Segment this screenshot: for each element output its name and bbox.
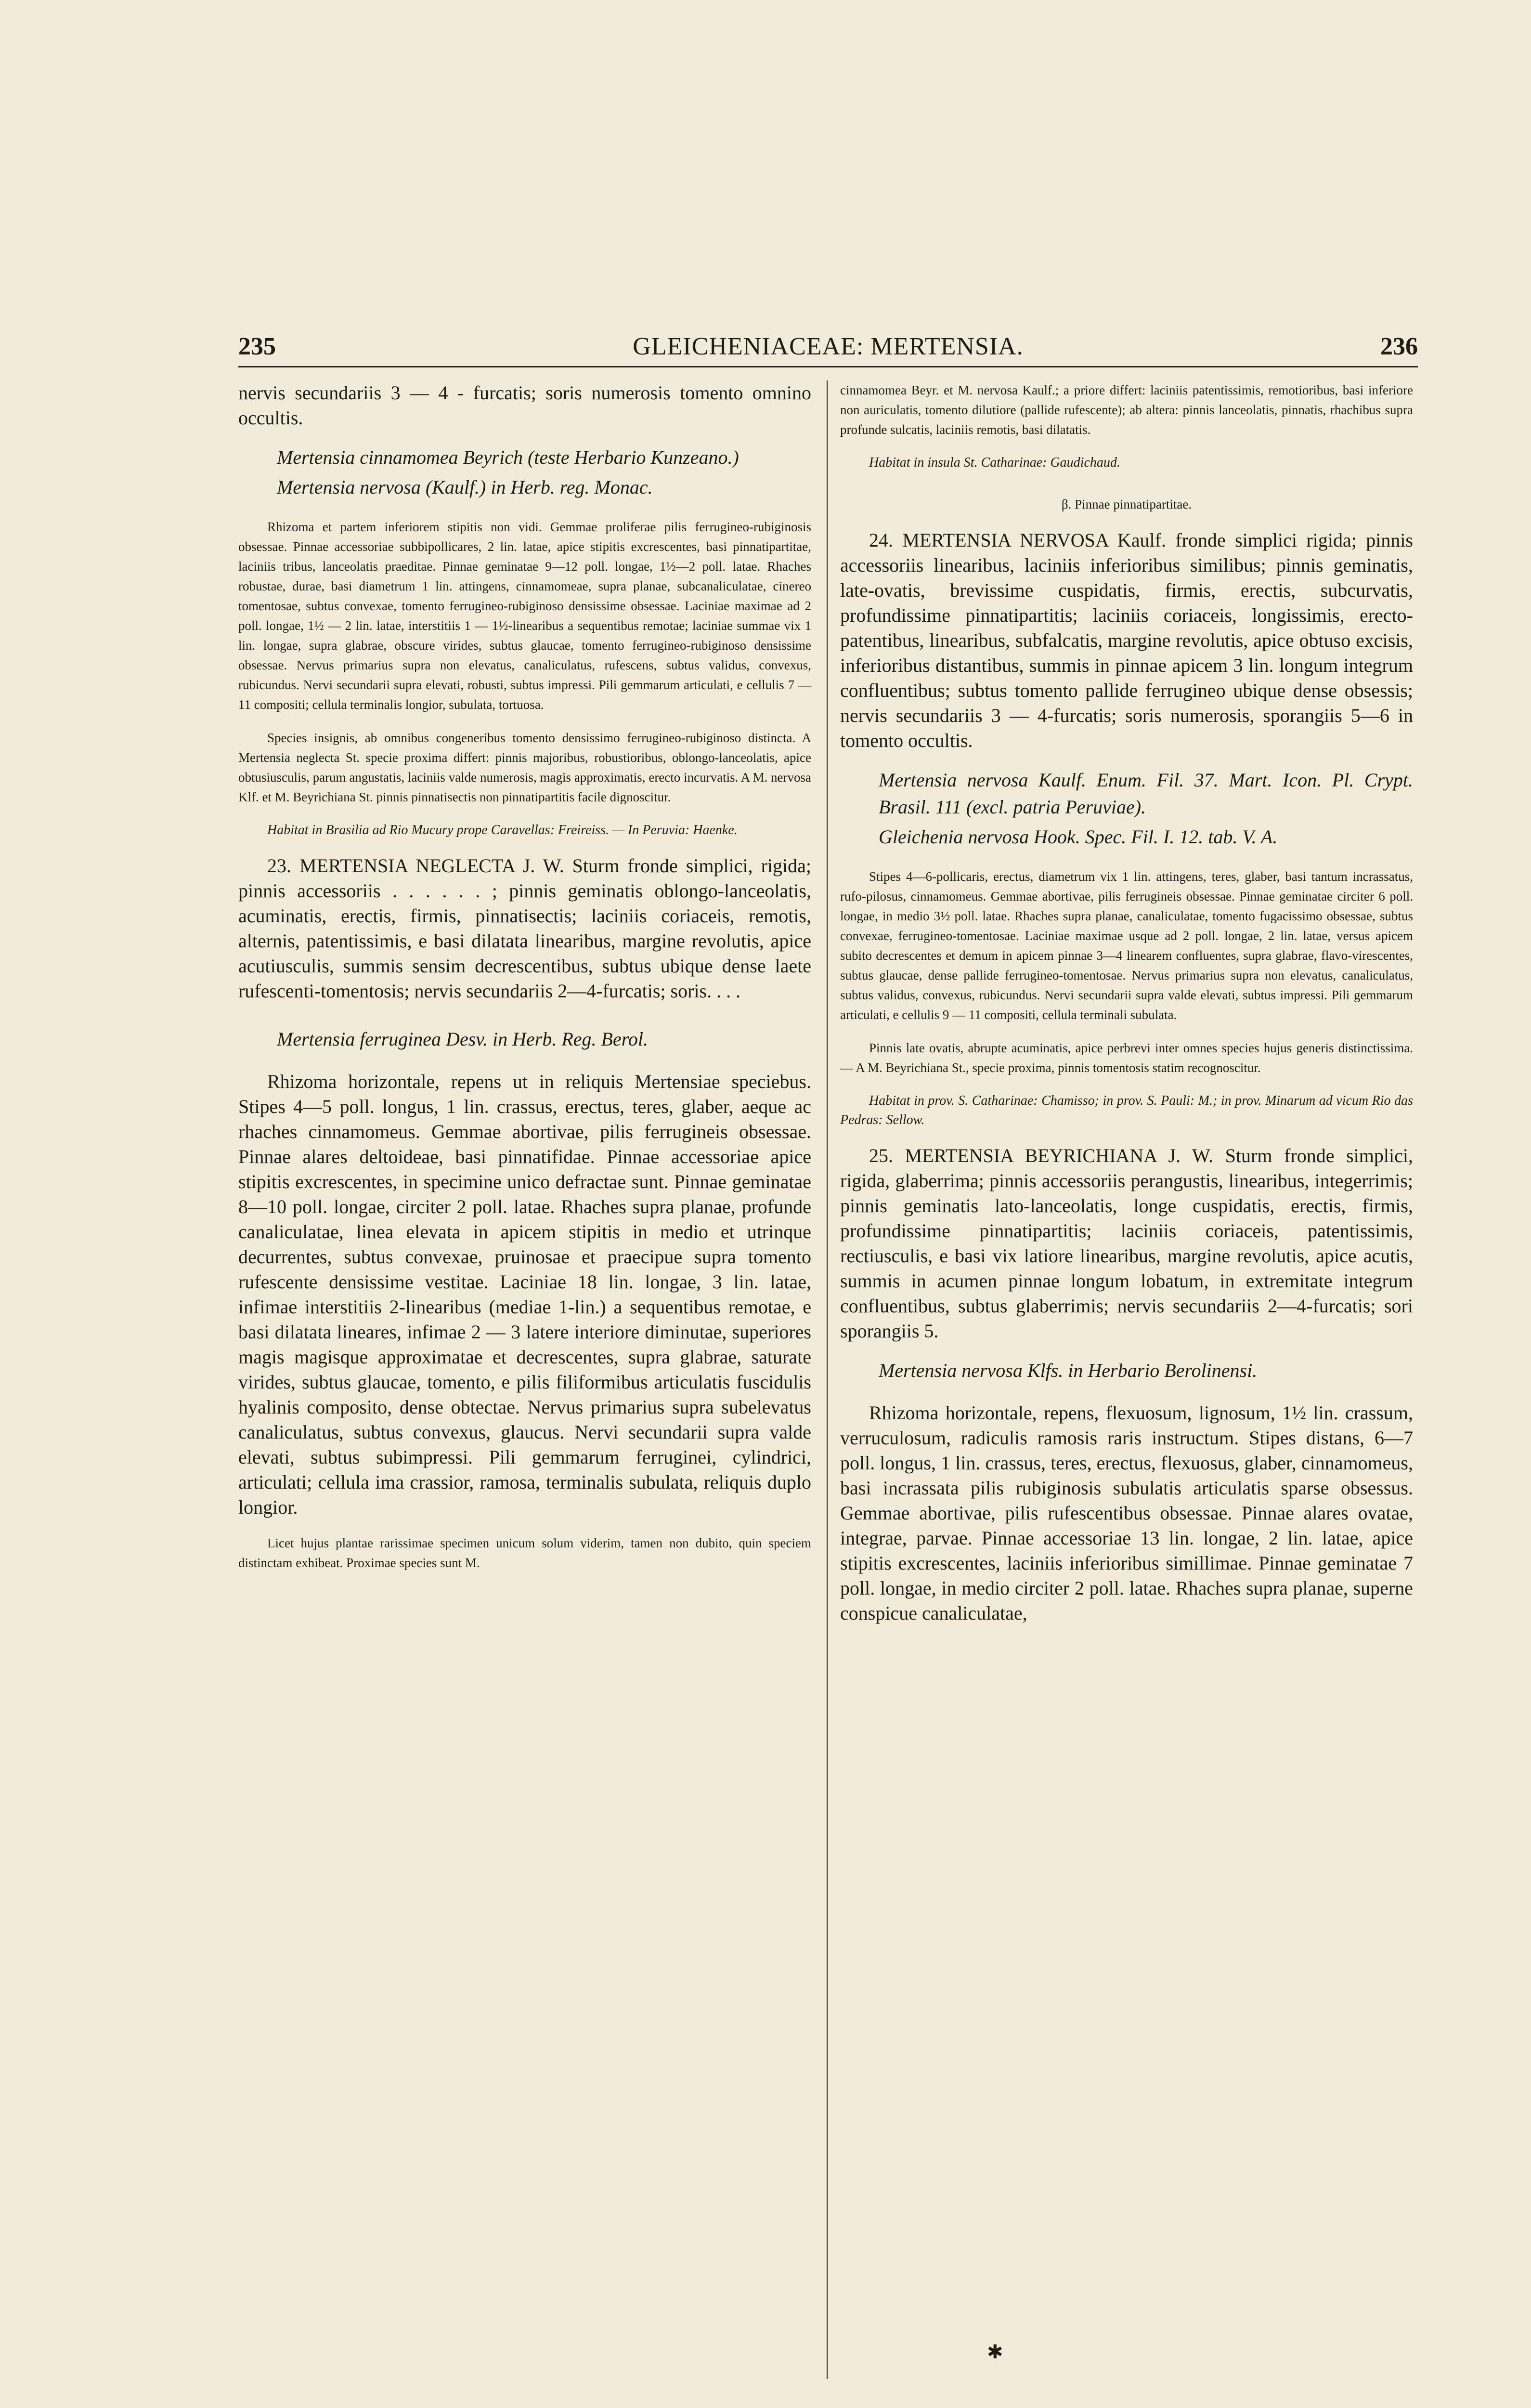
description-paragraph: Rhizoma horizontale, repens ut in reliquis Mertensiae speciebus. Stipes 4—5 poll. longus, 1 lin. crassus, erectus, teres, glaber, aeque ac rhaches cinnamomeus. Gemmae abortivae, pilis ferrugineis obsessae. Pinnae alares deltoideae, basi pinnatifidae. Pinnae accessoriae apice stipitis excrescentes, in specimine unico defractae sunt. Pinnae geminatae 8—10 poll. longae, circiter 2 poll. latae. Rhaches supra planae, profunde canaliculatae, linea elevata in apicem stipitis in medio et utrinque decurrentes, subtus convexae, pruinosae et praecipue supra tomento rufescente densissime vestitae. Laciniae 18 lin. longae, 3 lin. latae, infimae interstitiis 2-linearibus (mediae 1-lin.) a sequentibus remotae, e basi dilatata lineares, infimae 2 — 3 latere interiore diminutae, superiores magis magisque approximatae et decrescentes, supra glabrae, saturate virides, subtus glaucae, tomento, e pilis filiformibus articulatis fuscidulis hyalinis composito, dense obtectae. Nervus primarius supra subelevatus canaliculatus, subtus convexus, glaucus. Nervi secundarii supra valde elevati, subtus subimpressi. Pili gemmarum ferruginei, cylindrici, articulati; cellula ima crassior, ramosa, terminalis subulata, reliquis duplo longior.: [238, 1071, 811, 1518]
description-paragraph: Stipes 4—6-pollicaris, erectus, diametrum vix 1 lin. attingens, teres, glaber, basi tantum incrassatus, rufo-pilosus, cinnamomeus. Gemmae abortivae, pilis ferrugineis obsessae. Pinnae geminatae circiter 6 poll. longae, in medio 3½ poll. latae. Rhaches supra planae, canaliculatae, tomento fugacissimo obsessae, subtus convexae, ferrugineo-tomentosae. Laciniae maximae usque ad 2 poll. longae, 2 lin. latae, versus apicem subito decrescentes et demum in apicem pinnae 3—4 linearem confluentes, supra glabrae, flavo-virescentes, subtus glaucae, dense pallide ferrugineo-tomentosae. Nervus primarius supra non elevatus, canaliculatus, subtus validus, convexus, rubicundus. Nervi secundarii supra valde elevati, subtus impressi. Pili gemmarum articulati, e cellulis 9 — 11 compositi, cellula terminali subulata.: [840, 869, 1413, 1022]
synonym: Gleichenia nervosa Hook. Spec. Fil. I. 12. tab. V. A.: [879, 826, 1278, 848]
description-paragraph: Rhizoma et partem inferiorem stipitis non vidi. Gemmae proliferae pilis ferrugineo-rubiginosis obsessae. Pinnae accessoriae subbipollicares, 2 lin. latae, apice stipitis excrescentes, basi pinnatipartitae, laciniis tribus, lanceolatis praeditae. Pinnae geminatae 9—12 poll. longae, 1½—2 poll. latae. Rhaches robustae, durae, basi diametrum 1 lin. attingens, cinnamomeae, supra planae, subcanaliculatae, cinereo tomentosae, subtus convexae, tomento ferrugineo-rubiginoso densissime obsessae. Laciniae maximae ad 2 poll. longae, 1½ — 2 lin. latae, interstitiis 1 — 1½-linearibus a sequentibus remotae; laciniae summae vix 1 lin. longae, supra glabrae, obscure virides, subtus glaucae, tomento ferrugineo-rubiginoso densissime obsessae. Nervus primarius supra non elevatus, canaliculatus, rufescens, subtus validus, convexus, rubicundus. Nervi secundarii supra elevati, robusti, subtus impressi. Pili gemmarum articulati, e cellulis 7 — 11 compositi; cellula terminalis longior, subulata, tortuosa.: [238, 520, 811, 712]
synonym: Mertensia nervosa Klfs. in Herbario Berolinensi.: [879, 1360, 1258, 1381]
habitat-line: Habitat in insula St. Catharinae: Gaudichaud.: [869, 455, 1120, 470]
right-column: [840, 380, 1413, 1626]
note-paragraph: Species insignis, ab omnibus congeneribus tomento densissimo ferrugineo-rubiginoso distincta. A Mertensia neglecta St. specie proxima differt: pinnis majoribus, robustioribus, oblongo-lanceolatis, apice obtusiusculis, parum angustatis, laciniis valde numerosis, magis approximatis, erecto incurvatis. A M. nervosa Klf. et M. Beyrichiana St. pinnis pinnatisectis non pinnatipartitis facile dignoscitur.: [238, 731, 811, 804]
species-25-diagnosis: 25. MERTENSIA BEYRICHIANA J. W. Sturm fronde simplici, rigida, glaberrima; pinnis accessoriis perangustis, linearibus, integerrimis; pinnis geminatis lato-lanceolatis, longe cuspidatis, erectis, firmis, profundissime pinnatipartitis; laciniis coriaceis, patentissimis, rectiusculis, e basi vix latiore linearibus, margine revolutis, apice acutis, summis in acumen pinnae longum lobatum, in extremitate integrum confluentibus, subtus glaberrimis; nervis secundariis 2—4-furcatis; sori sporangiis 5.: [840, 1145, 1413, 1342]
continuation-paragraph: nervis secundariis 3 — 4 - furcatis; soris numerosis tomento omnino occultis.: [238, 382, 811, 429]
header-rule: [238, 366, 1418, 367]
synonym: Mertensia cinnamomea Beyrich (teste Herbario Kunzeano.): [277, 446, 739, 468]
species-23-diagnosis: 23. MERTENSIA NEGLECTA J. W. Sturm fronde simplici, rigida; pinnis accessoriis . . . . . . ; pinnis geminatis oblongo-lanceolatis, acuminatis, erectis, firmis, pinnatisectis; laciniis coriaceis, remotis, alternis, patentissimis, e basi dilatata linearibus, margine revolutis, apice acutiusculis, summis sensim decrescentibus, subtus ubique dense laete rufescenti-tomentosis; nervis secundariis 2—4-furcatis; soris. . . .: [238, 855, 811, 1002]
note-paragraph: Pinnis late ovatis, abrupte acuminatis, apice perbrevi inter omnes species hujus generis distinctissima. — A M. Beyrichiana St., specie proxima, pinnis tomentosis statim recognoscitur.: [840, 1041, 1413, 1075]
habitat-line: Habitat in prov. S. Catharinae: Chamisso; in prov. S. Pauli: M.; in prov. Minarum ad vicum Rio das Pedras: Sellow.: [840, 1093, 1413, 1127]
column-divider: [827, 380, 828, 2379]
synonym: Mertensia nervosa Kaulf. Enum. Fil. 37. Mart. Icon. Pl. Crypt. Brasil. 111 (excl. patria Peruviae).: [879, 769, 1413, 818]
printer-mark-icon: ✱: [987, 2341, 1003, 2363]
synonym: Mertensia nervosa (Kaulf.) in Herb. reg. Monac.: [277, 476, 653, 498]
running-title: GLEICHENIACEAE: MERTENSIA.: [633, 333, 1024, 360]
synonym: Mertensia ferruginea Desv. in Herb. Reg. Berol.: [277, 1028, 648, 1050]
note-paragraph: Licet hujus plantae rarissimae specimen unicum solum viderim, tamen non dubito, quin speciem distinctam exhibeat. Proximae species sunt M.: [238, 1536, 811, 1570]
description-paragraph: Rhizoma horizontale, repens, flexuosum, lignosum, 1½ lin. crassum, verruculosum, radiculis ramosis raris instructum. Stipes distans, 6—7 poll. longus, 1 lin. crassus, teres, erectus, flexuosus, glaber, cinnamomeus, basi incrassata pilis rubiginosis subulatis articulatis sparse obsessus. Gemmae abortivae, pilis rufescentibus obsessae. Pinnae alares ovatae, integrae, parvae. Pinnae accessoriae 13 lin. longae, 2 lin. latae, apice stipitis excrescentes, laciniis inferioribus simillimae. Pinnae geminatae 7 poll. longae, in medio circiter 2 poll. latae. Rhaches supra planae, superne conspicue canaliculatae,: [840, 1402, 1413, 1624]
page-header: [238, 332, 1418, 361]
species-24-diagnosis: 24. MERTENSIA NERVOSA Kaulf. fronde simplici rigida; pinnis accessoriis linearibus, laciniis inferioribus similibus; pinnis geminatis, late-ovatis, brevissime cuspidatis, firmis, erectis, subcurvatis, profundissime pinnatipartitis; laciniis coriaceis, longissimis, erecto-patentibus, linearibus, subfalcatis, margine revolutis, apice obtuso excisis, inferioribus distantibus, summis in pinnae apicem 3 lin. longum integrum confluentibus; subtus tomento pallide ferrugineo ubique dense obsessis; nervis secundariis 3 — 4-furcatis; soris numerosis, sporangiis 5—6 in tomento occultis.: [840, 529, 1413, 751]
continuation-paragraph: cinnamomea Beyr. et M. nervosa Kaulf.; a priore differt: laciniis patentissimis, remotioribus, basi inferiore non auriculatis, tomento dilutiore (pallide rufescente); ab altera: pinnis lanceolatis, pinnatis, rhachibus supra profunde sulcatis, laciniis remotis, basi dilatatis.: [840, 383, 1413, 437]
page-number-left: 235: [238, 333, 276, 360]
left-column: [238, 380, 811, 1573]
page-number-right: 236: [1380, 333, 1418, 360]
variety-beta: β. Pinnae pinnatipartitae.: [1061, 497, 1192, 511]
habitat-line: Habitat in Brasilia ad Rio Mucury prope Caravellas: Freireiss. — In Peruvia: Haenke.: [267, 823, 738, 838]
